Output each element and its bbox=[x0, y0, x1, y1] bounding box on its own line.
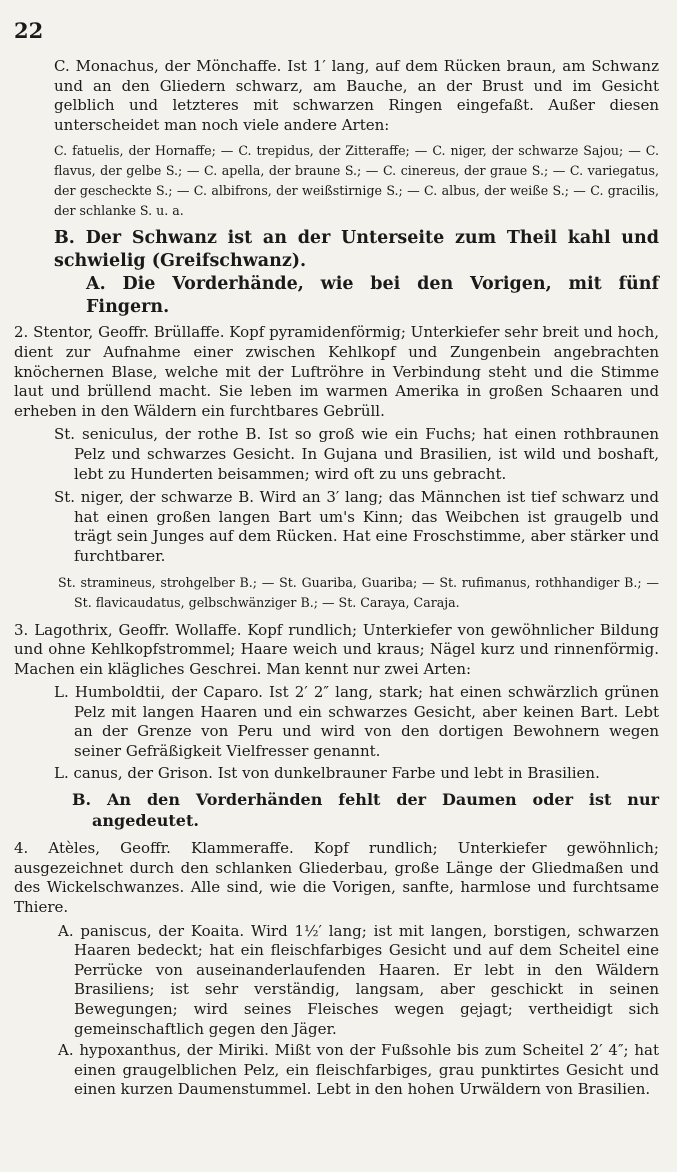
entry-st-seniculus: St. seniculus, der rothe B. Ist so groß wie ein Fuchs; hat einen rothbraunen Pelz und schwarzes Gesicht. In Gujana und Brasilien, ist wild und boshaft, lebt zu Hunderten beisammen; wird oft zu uns gebracht. bbox=[54, 425, 659, 483]
heading-section-b-greifschwanz: B. Der Schwanz ist an der Unterseite zum Theil kahl und schwielig (Greifschwanz). bbox=[54, 228, 659, 272]
entry-genus-ateles: 4. Atèles, Geoffr. Klammeraffe. Kopf rundlich; Unterkiefer gewöhnlich; ausgezeichnet durch den schlanken Gliederbau, große Länge der Gliedmaßen und des Wickelschwanzes. Alle sind, wie die Vorigen, sanfte, harmlose und furchtsame Thiere. bbox=[14, 839, 659, 917]
entry-a-hypoxanthus: A. hypoxanthus, der Miriki. Mißt von der Fußsohle bis zum Scheitel 2′ 4″; hat einen graugelblichen Pelz, ein fleischfarbiges, grau punktirtes Gesicht und einen kurzen Daumenstummel. Lebt in den hohen Urwäldern von Brasilien. bbox=[58, 1041, 659, 1099]
entry-genus-lagothrix: 3. Lagothrix, Geoffr. Wollaffe. Kopf rundlich; Unterkiefer von gewöhnlicher Bildung und ohne Kehlkopfstrommel; Haare weich und kraus; Nägel kurz und rinnenförmig. Machen ein klägliches Geschrei. Man kennt nur zwei Arten: bbox=[14, 620, 659, 678]
list-cebus-species: C. fatuelis, der Hornaffe; — C. trepidus, der Zitteraffe; — C. niger, der schwarze Sajou; — C. flavus, der gelbe S.; — C. apella, der braune S.; — C. cinereus, der graue S.; — C. variegatus, der gescheckte S.; — C. albifrons, der weißstirnige S.; — C. albus, der weiße S.; — C. gracilis, der schlanke S. u. a. bbox=[54, 143, 659, 219]
entry-a-paniscus: A. paniscus, der Koaita. Wird 1½′ lang; ist mit langen, borstigen, schwarzen Haaren bedeckt; hat ein fleischfarbiges Gesicht und auf dem Scheitel eine Perrücke von auseinanderlaufenden Haaren. Er lebt in den Wäldern Brasiliens; ist sehr verständig, langsam, aber geschickt in seinen Bewegungen; wird seines Fleisches wegen gejagt; vertheidigt sich gemeinschaftlich gegen den Jäger. bbox=[58, 921, 659, 1038]
heading-subsection-a-fuenf-finger: A. Die Vorderhände, wie bei den Vorigen, mit fünf Fingern. bbox=[86, 274, 659, 318]
entry-genus-stentor: 2. Stentor, Geoffr. Brüllaffe. Kopf pyramidenförmig; Unterkiefer sehr breit und hoch, dient zur Aufnahme einer zwischen Kehlkopf und Zungenbein angebrachten knöchernen Blase, welche mit der Luftröhre in Verbindung steht und die Stimme laut und brüllend macht. Sie leben im warmen Amerika in großen Schaaren und erheben in den Wäldern ein furchtbares Gebrüll. bbox=[14, 323, 659, 420]
entry-c-monachus: C. Monachus, der Mönchaffe. Ist 1′ lang, auf dem Rücken braun, am Schwanz und an den Gliedern schwarz, am Bauche, an der Brust und im Gesicht gelblich und letzteres mit schwarzen Ringen eingefaßt. Außer diesen unterscheidet man noch viele andere Arten: bbox=[54, 57, 659, 134]
entry-l-canus: L. canus, der Grison. Ist von dunkelbrauner Farbe und lebt in Brasilien. bbox=[54, 763, 600, 782]
list-stentor-species: St. stramineus, strohgelber B.; — St. Guariba, Guariba; — St. rufimanus, rothhandiger B.; — St. flavicaudatus, gelbschwänziger B.; — St. Caraya, Caraja. bbox=[58, 574, 659, 610]
heading-subsection-b-ohne-daumen: B. An den Vorderhänden fehlt der Daumen oder ist nur angedeutet. bbox=[72, 790, 659, 831]
entry-l-humboldtii: L. Humboldtii, der Caparo. Ist 2′ 2″ lang, stark; hat einen schwärzlich grünen Pelz mit langen Haaren und ein schwarzes Gesicht, aber keinen Bart. Lebt an der Grenze von Peru und wird von den dortigen Bewohnern wegen seiner Gefräßigkeit Vielfresser genannt. bbox=[54, 683, 659, 761]
entry-st-niger: St. niger, der schwarze B. Wird an 3′ lang; das Männchen ist tief schwarz und hat einen großen langen Bart um's Kinn; das Weibchen ist graugelb und trägt sein Junges auf dem Rücken. Hat eine Froschstimme, aber stärker und furchtbarer. bbox=[54, 488, 659, 565]
page-number: 22 bbox=[14, 18, 44, 43]
